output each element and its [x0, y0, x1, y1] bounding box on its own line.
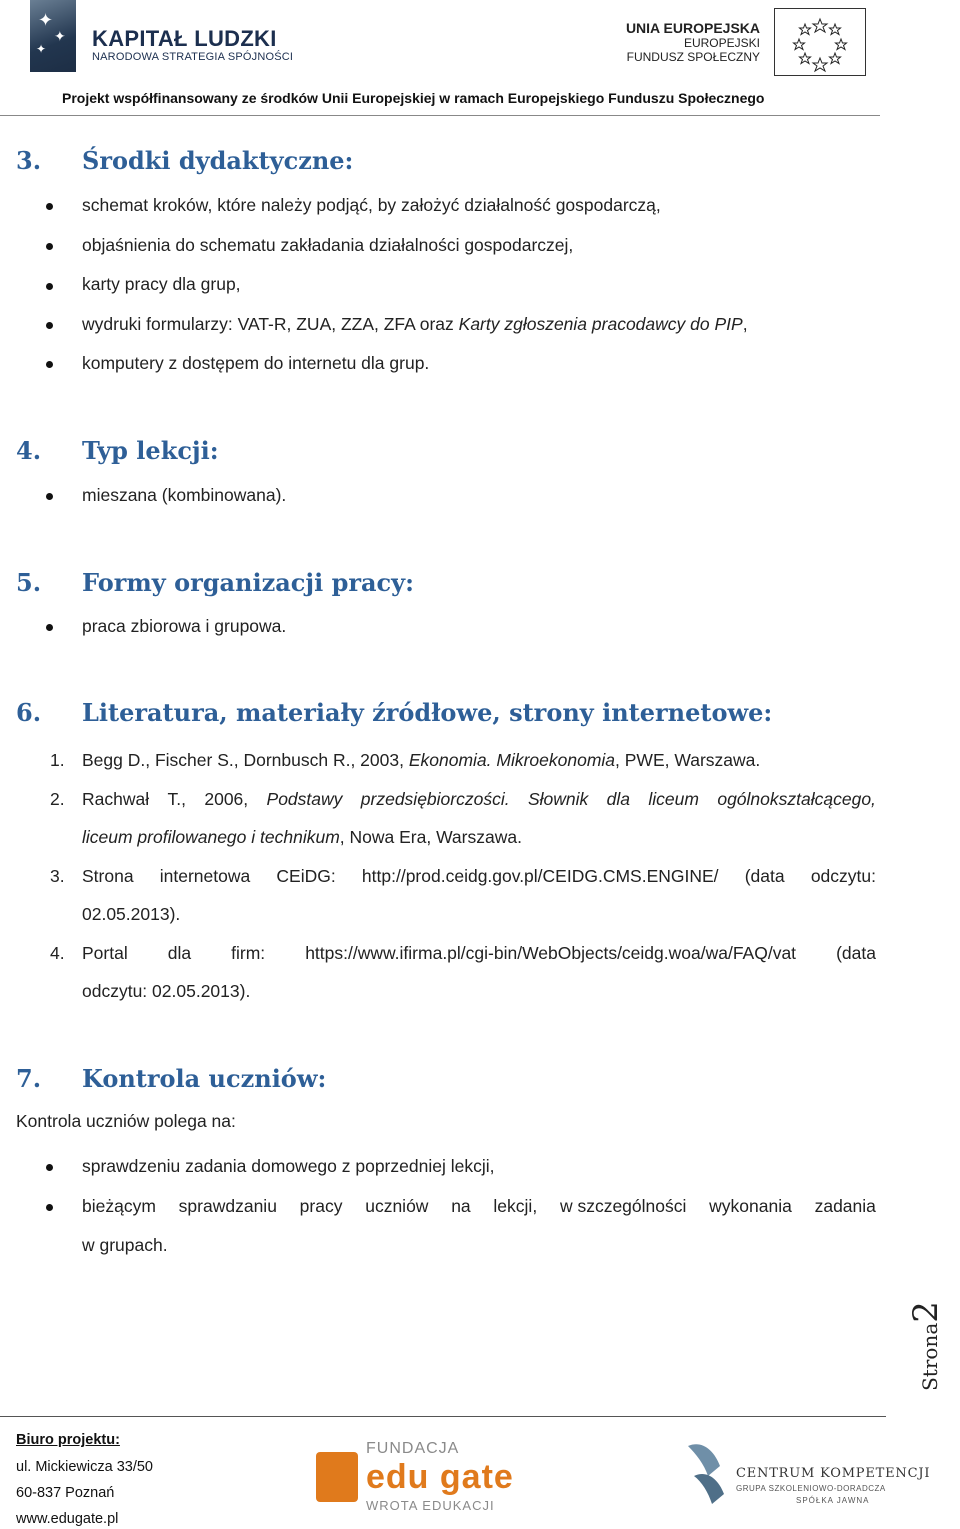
- list-item-text: wydruki formularzy: VAT-R, ZUA, ZZA, ZFA oraz: [82, 314, 459, 334]
- ref-text-end: , PWE, Warszawa.: [615, 750, 761, 770]
- bullet-icon: [46, 624, 53, 631]
- header-divider: [0, 115, 880, 116]
- edu-gate-name-b: gate: [439, 1458, 514, 1496]
- project-cofinancing-line: Projekt współfinansowany ze środków Unii Europejskiej w ramach Europejskiego Funduszu Społecznego: [62, 90, 765, 106]
- section-7-intro: Kontrola uczniów polega na:: [16, 1111, 236, 1131]
- ref-url: http://prod.ceidg.gov.pl/CEIDG.CMS.ENGINE/: [361, 866, 719, 886]
- bullet-icon: [46, 203, 53, 210]
- list-item: karty pracy dla grup,: [82, 274, 241, 294]
- bullet-icon: [46, 493, 53, 500]
- office-title: Biuro projektu:: [16, 1432, 120, 1448]
- bullet-icon: [46, 1164, 53, 1171]
- bullet-icon: [46, 243, 53, 250]
- ref-word: ogólnokształcącego,: [717, 789, 876, 809]
- ref-url: https://www.ifirma.pl/cgi-bin/WebObjects/ceidg.woa/wa/FAQ/vat: [305, 943, 797, 963]
- list-item: praca zbiorowa i grupowa.: [82, 616, 287, 636]
- list-item-line-2: w grupach.: [82, 1235, 168, 1255]
- star-icon: ✦: [54, 28, 66, 44]
- page-number: 2: [906, 1301, 946, 1323]
- ref-word: firm:: [231, 943, 266, 963]
- section-number: 7.: [16, 1064, 42, 1093]
- star-icon: ✦: [36, 42, 47, 56]
- section-title: Środki dydaktyczne:: [82, 146, 354, 175]
- bullet-icon: [46, 361, 53, 368]
- ref-word: Podstawy: [266, 789, 343, 809]
- ref-word: (data: [744, 866, 785, 886]
- ref-number: 3.: [50, 866, 65, 886]
- ck-title: CENTRUM KOMPETENCJI: [736, 1466, 931, 1481]
- ref-word: dla: [167, 943, 192, 963]
- ue-line-3: FUNDUSZ SPOŁECZNY: [626, 50, 760, 64]
- list-item-end: ,: [742, 314, 748, 334]
- item-word: zadania: [814, 1196, 876, 1216]
- item-word: na: [451, 1196, 471, 1216]
- section-title: Kontrola uczniów:: [82, 1064, 327, 1093]
- ref-word: 2006,: [204, 789, 249, 809]
- ck-legal-form: SPÓŁKA JAWNA: [796, 1496, 870, 1505]
- list-item: [82, 314, 748, 335]
- kl-subtitle: NARODOWA STRATEGIA SPÓJNOŚCI: [92, 51, 294, 63]
- edu-gate-subtitle: WROTA EDUKACJI: [366, 1498, 495, 1513]
- ref-word: odczytu:: [810, 866, 876, 886]
- ue-line-1: UNIA EUROPEJSKA: [625, 20, 760, 36]
- list-item-italic: Karty zgłoszenia pracodawcy do PIP: [458, 314, 743, 334]
- section-number: 4.: [16, 436, 42, 465]
- ref-number: 4.: [50, 943, 65, 963]
- footer-divider: [0, 1416, 886, 1417]
- office-address-city: 60-837 Poznań: [16, 1485, 115, 1501]
- list-item: schemat kroków, które należy podjąć, by założyć działalność gospodarczą,: [82, 195, 661, 215]
- star-icon: ✦: [38, 10, 54, 30]
- edu-gate-fund-label: FUNDACJA: [366, 1440, 460, 1457]
- ref-word: Słownik: [527, 789, 589, 809]
- edu-gate-name: [366, 1458, 514, 1497]
- ref-word: Strona: [82, 866, 134, 886]
- item-word: bieżącym: [82, 1196, 156, 1216]
- ref-word: (data: [836, 943, 876, 963]
- ref-title: Ekonomia. Mikroekonomia: [408, 750, 616, 770]
- list-item: komputery z dostępem do internetu dla grup.: [82, 353, 430, 373]
- reference-4-line-2: odczytu: 02.05.2013).: [82, 981, 251, 1001]
- edu-gate-name-a: edu: [366, 1458, 440, 1496]
- ref-text: Begg D., Fischer S., Dornbusch R., 2003,: [82, 750, 409, 770]
- section-title: Typ lekcji:: [82, 436, 219, 465]
- item-word: w szczególności: [559, 1196, 687, 1216]
- ref-word: Portal: [82, 943, 128, 963]
- centrum-kompetencji-mark-icon: [684, 1436, 740, 1512]
- kapital-ludzki-logo: [30, 0, 76, 72]
- list-item: mieszana (kombinowana).: [82, 485, 287, 505]
- section-number: 3.: [16, 146, 42, 175]
- item-word: pracy: [299, 1196, 343, 1216]
- section-title: Formy organizacji pracy:: [82, 568, 414, 597]
- item-word: wykonania: [709, 1196, 792, 1216]
- ref-text-end: , Nowa Era, Warszawa.: [339, 827, 522, 847]
- ck-subtitle: GRUPA SZKOLENIOWO-DORADCZA: [736, 1484, 886, 1493]
- list-item: sprawdzeniu zadania domowego z poprzedniej lekcji,: [82, 1156, 495, 1176]
- page-header: [0, 0, 960, 118]
- item-word: sprawdzaniu: [178, 1196, 277, 1216]
- bullet-icon: [46, 1204, 53, 1211]
- reference-2-line-2: [82, 827, 876, 848]
- ref-word: liceum: [648, 789, 699, 809]
- section-number: 5.: [16, 568, 42, 597]
- eu-flag-icon: [774, 8, 866, 76]
- ref-word: Rachwał: [82, 789, 150, 809]
- centrum-kompetencji-logo: [684, 1436, 931, 1516]
- edu-gate-mark-icon: [316, 1452, 358, 1502]
- list-item: [82, 1196, 876, 1217]
- office-website: www.edugate.pl: [16, 1511, 119, 1527]
- section-title: Literatura, materiały źródłowe, strony internetowe:: [82, 698, 773, 727]
- page-label-text: Strona: [918, 1322, 942, 1391]
- section-number: 6.: [16, 698, 42, 727]
- reference-3: [82, 866, 876, 887]
- list-item: objaśnienia do schematu zakładania działalności gospodarczej,: [82, 235, 574, 255]
- reference-2: [82, 789, 876, 810]
- ref-word: T.,: [167, 789, 186, 809]
- ref-word: CEiDG:: [276, 866, 336, 886]
- ref-word: przedsiębiorczości.: [360, 789, 510, 809]
- office-address-street: ul. Mickiewicza 33/50: [16, 1459, 153, 1475]
- bullet-icon: [46, 283, 53, 290]
- ref-number: 2.: [50, 789, 65, 809]
- ue-line-2: EUROPEJSKI: [683, 36, 760, 50]
- bullet-icon: [46, 322, 53, 329]
- page-label: [906, 1296, 946, 1396]
- item-word: uczniów: [365, 1196, 429, 1216]
- reference-1: [82, 750, 876, 771]
- reference-3-line-2: 02.05.2013).: [82, 904, 181, 924]
- reference-4: [82, 943, 876, 964]
- ref-title: liceum profilowanego i technikum: [82, 827, 340, 847]
- page-number-side: [900, 1300, 960, 1390]
- edu-gate-logo: [316, 1440, 544, 1514]
- kl-title: KAPITAŁ LUDZKI: [92, 26, 277, 51]
- ref-word: dla: [606, 789, 631, 809]
- ref-word: internetowa: [159, 866, 251, 886]
- ref-number: 1.: [50, 750, 65, 770]
- item-word: lekcji,: [493, 1196, 538, 1216]
